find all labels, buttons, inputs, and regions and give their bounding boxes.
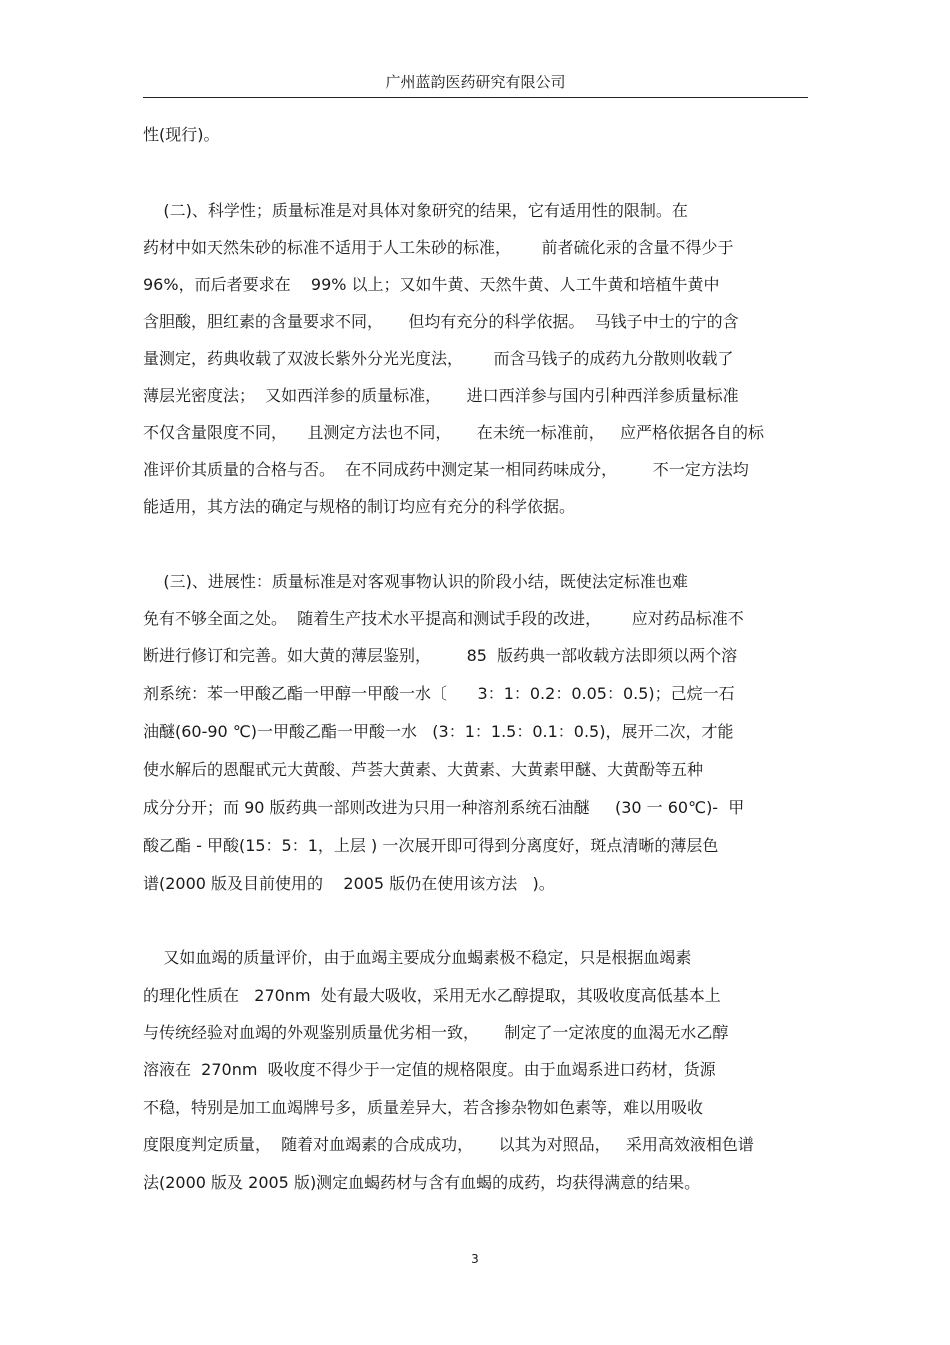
body-line: 性(现行)。: [143, 125, 220, 144]
body-line: 能适用，其方法的确定与规格的制订均应有充分的科学依据。: [143, 497, 576, 516]
body-line: 剂系统：苯一甲酸乙酯一甲醇一甲酸一水〔 3：1：0.2：0.05：0.5)；己烷一石: [143, 684, 735, 703]
body-line: 溶液在 270nm 吸收度不得少于一定值的规格限度。由于血竭系进口药材，货源: [143, 1060, 716, 1079]
body-line: 度限度判定质量， 随着对血竭素的合成成功， 以其为对照品， 采用高效液相色谱: [143, 1135, 754, 1154]
body-line: 油醚(60-90 ℃)一甲酸乙酯一甲酸一水 (3：1：1.5：0.1：0.5)，展开二次，才能: [143, 722, 734, 741]
body-line: 准评价其质量的合格与否。 在不同成药中测定某一相同药味成分， 不一定方法均: [143, 460, 749, 479]
body-line: 断进行修订和完善。如大黄的薄层鉴别， 85 版药典一部收载方法即须以两个溶: [143, 646, 738, 665]
body-line: 的理化性质在 270nm 处有最大吸收，采用无水乙醇提取，其吸收度高低基本上: [143, 986, 721, 1005]
body-line: 与传统经验对血竭的外观鉴别质量优劣相一致， 制定了一定浓度的血渴无水乙醇: [143, 1023, 729, 1042]
body-line: 免有不够全面之处。 随着生产技术水平提高和测试手段的改进， 应对药品标准不: [143, 609, 744, 628]
page-number: 3: [471, 1252, 479, 1266]
body-line: 薄层光密度法； 又如西洋参的质量标准， 进口西洋参与国内引种西洋参质量标准: [143, 386, 739, 405]
body-line: (三)、进展性：质量标准是对客观事物认识的阶段小结，既使法定标准也难: [143, 572, 688, 591]
body-line: 酸乙酯 - 甲酸(15：5：1，上层 ) 一次展开即可得到分离度好，斑点清晰的薄层色: [143, 836, 719, 855]
body-line: 96%，而后者要求在 99% 以上；又如牛黄、天然牛黄、人工牛黄和培植牛黄中: [143, 275, 720, 294]
body-line: 使水解后的恩醌甙元大黄酸、芦荟大黄素、大黄素、大黄素甲醚、大黄酚等五种: [143, 760, 704, 779]
body-line: 药材中如天然朱砂的标准不适用于人工朱砂的标准， 前者硫化汞的含量不得少于: [143, 238, 734, 257]
body-line: 又如血竭的质量评价，由于血竭主要成分血蝎素极不稳定，只是根据血竭素: [143, 948, 692, 967]
body-line: 不稳，特别是加工血竭牌号多，质量差异大，若含掺杂物如色素等，难以用吸收: [143, 1098, 704, 1117]
body-line: 含胆酸，胆红素的含量要求不同， 但均有充分的科学依据。 马钱子中士的宁的含: [143, 312, 739, 331]
body-line: 法(2000 版及 2005 版)测定血蝎药材与含有血蝎的成药，均获得满意的结果。: [143, 1173, 701, 1192]
page-header-title: 广州蓝韵医药研究有限公司: [385, 73, 566, 91]
body-line: (二)、科学性；质量标准是对具体对象研究的结果，它有适用性的限制。在: [143, 201, 688, 220]
header-divider: [143, 97, 808, 98]
body-line: 谱(2000 版及目前使用的 2005 版仍在使用该方法 )。: [143, 874, 555, 893]
body-line: 不仅含量限度不同， 且测定方法也不同， 在未统一标准前， 应严格依据各自的标: [143, 423, 765, 442]
body-line: 成分分开；而 90 版药典一部则改进为只用一种溶剂系统石油醚 (30 一 60℃)- 甲: [143, 798, 745, 817]
body-line: 量测定，药典收载了双波长紫外分光光度法， 而含马钱子的成药九分散则收载了: [143, 349, 734, 368]
